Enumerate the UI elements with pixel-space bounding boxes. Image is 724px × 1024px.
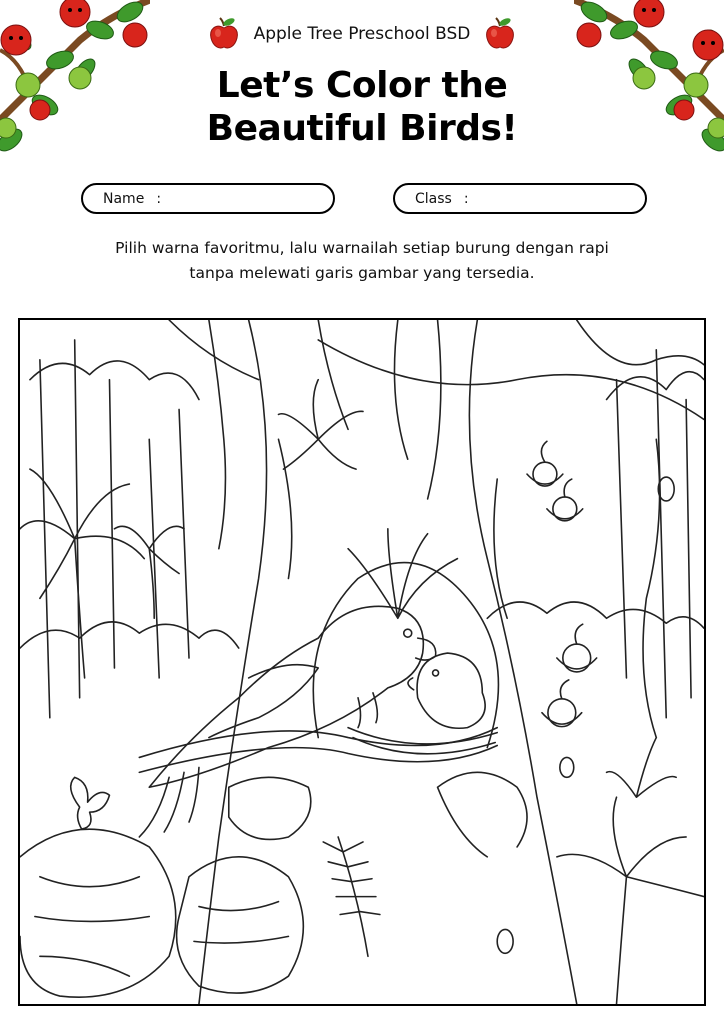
school-name: Apple Tree Preschool BSD (253, 24, 471, 44)
coloring-illustration (20, 320, 704, 1004)
name-separator: : (156, 190, 162, 207)
instruction-line-2: tanpa melewati garis gambar yang tersedia. (189, 264, 535, 282)
name-label: Name (103, 190, 145, 207)
school-header (0, 16, 724, 52)
class-label: Class (415, 190, 452, 207)
title-line-1: Let’s Color the (216, 65, 508, 106)
class-field[interactable] (393, 183, 647, 214)
apple-icon (484, 17, 516, 51)
instruction-line-1: Pilih warna favoritmu, lalu warnailah setiap burung dengan rapi (115, 239, 609, 257)
title-line-2: Beautiful Birds! (206, 108, 518, 149)
instruction-text (60, 236, 664, 286)
class-separator: : (463, 190, 469, 207)
coloring-illustration-frame (18, 318, 706, 1006)
apple-icon (208, 17, 240, 51)
name-field[interactable] (81, 183, 335, 214)
worksheet-title (0, 64, 724, 150)
